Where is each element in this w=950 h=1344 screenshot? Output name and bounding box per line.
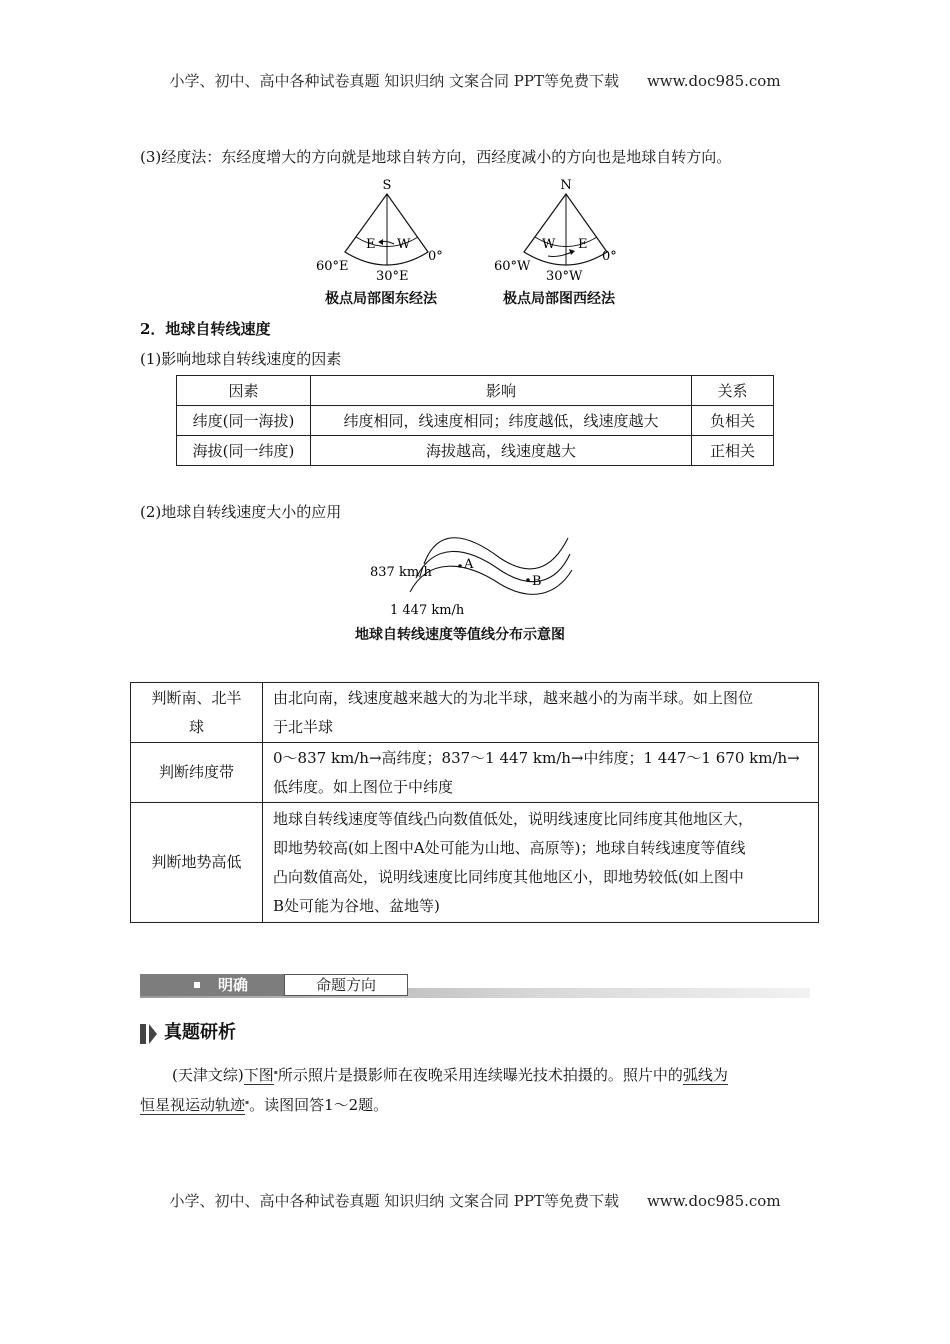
heading-triangle-icon <box>149 1024 157 1044</box>
table-header-cell: 关系 <box>692 376 774 406</box>
point-b-label: B <box>532 574 542 589</box>
cell-line: 由北向南，线速度越来越大的为北半球，越来越小的为南半球。如上图位 <box>273 688 754 707</box>
table-cell <box>263 803 819 923</box>
footer-text: 小学、初中、高中各种试卷真题 知识归纳 文案合同 PPT等免费下载 <box>169 1192 619 1210</box>
cell-line: 判断南、北半 <box>151 688 242 707</box>
table-header-cell: 影响 <box>311 376 692 406</box>
fan-left-pole: S <box>382 178 392 193</box>
point-a-label: A <box>464 557 474 572</box>
fan-right-lon-right: 0° <box>602 249 617 264</box>
table-cell: 纬度相同，线速度相同；纬度越低，线速度越大 <box>311 406 692 436</box>
table-cell <box>263 683 819 743</box>
fan-left-lon-left: 60°E <box>316 259 349 274</box>
wave-caption: 地球自转线速度等值线分布示意图 <box>355 627 565 643</box>
cell-line: 即地势较高(如上图中A处可能为山地、高原等)；地球自转线速度等值线 <box>273 838 746 857</box>
table-cell: 纬度(同一海拔) <box>177 406 311 436</box>
question-figure-link[interactable]: 下图 <box>243 1066 274 1084</box>
method3-text: (3)经度法：东经度增大的方向就是地球自转方向，西经度减小的方向也是地球自转方向。 <box>140 148 732 166</box>
polar-fan-diagrams <box>310 172 650 284</box>
question-trail-link[interactable]: 恒星视运动轨迹 <box>140 1096 246 1114</box>
isoline-label-top: 837 km/h <box>370 565 432 580</box>
fan-left <box>316 178 443 284</box>
section2-title: 2．地球自转线速度 <box>140 320 271 338</box>
fan-left-e: E <box>366 237 376 252</box>
fan-right-caption: 极点局部图西经法 <box>503 291 615 307</box>
table-row <box>131 803 819 923</box>
cell-line: 0～837 km/h→高纬度；837～1 447 km/h→中纬度；1 447～1 670 km/h→ <box>273 748 800 767</box>
fan-right-lon-left: 60°W <box>494 259 531 274</box>
velocity-isoline-diagram <box>360 530 590 622</box>
table-cell: 判断纬度带 <box>131 743 263 803</box>
fan-right <box>494 178 617 284</box>
heading-text: 真题研析 <box>164 1022 236 1043</box>
isoline-label-bottom: 1 447 km/h <box>390 603 465 618</box>
application-table <box>130 682 819 923</box>
question-line-2 <box>140 1094 388 1115</box>
table-header-cell: 因素 <box>177 376 311 406</box>
footer-site-link[interactable]: www.doc985.com <box>646 1192 781 1210</box>
question-source: (天津文综) <box>172 1066 244 1084</box>
table-cell: 正相关 <box>692 436 774 466</box>
fan-left-lon-mid: 30°E <box>376 269 409 284</box>
annotation-mark-icon: ▪ <box>273 1069 278 1076</box>
table-row <box>177 406 774 436</box>
table-row <box>131 743 819 803</box>
fan-right-e: E <box>578 237 588 252</box>
table-row <box>131 683 819 743</box>
square-bullet-icon <box>194 982 200 988</box>
header-text: 小学、初中、高中各种试卷真题 知识归纳 文案合同 PPT等免费下载 <box>169 72 619 90</box>
fan-right-w: W <box>542 237 556 252</box>
cell-line: 低纬度。如上图位于中纬度 <box>273 777 454 796</box>
banner-tab-primary-label: 明确 <box>218 976 249 994</box>
table-cell <box>263 743 819 803</box>
fan-left-w: W <box>397 237 411 252</box>
question-text: 所示照片是摄影师在夜晚采用连续曝光技术拍摄的。照片中的 <box>277 1066 683 1084</box>
heading-bar-icon <box>140 1024 146 1044</box>
sub1-text: (1)影响地球自转线速度的因素 <box>140 350 342 368</box>
table-cell: 海拔越高，线速度越大 <box>311 436 692 466</box>
fan-left-caption: 极点局部图东经法 <box>325 291 437 307</box>
table-row <box>177 436 774 466</box>
fan-right-lon-mid: 30°W <box>546 269 583 284</box>
banner-tab-secondary: 命题方向 <box>284 974 408 996</box>
page-header <box>0 70 950 91</box>
table-cell: 海拔(同一纬度) <box>177 436 311 466</box>
question-line-1 <box>172 1064 728 1085</box>
banner-tab-primary <box>140 974 284 996</box>
cell-line: B处可能为谷地、盆地等) <box>273 896 440 915</box>
fan-right-pole: N <box>560 178 572 193</box>
annotation-mark-icon: ▪ <box>245 1099 250 1106</box>
cell-line: 地球自转线速度等值线凸向数值低处，说明线速度比同纬度其他地区大， <box>273 809 754 828</box>
question-arc-link[interactable]: 弧线为 <box>682 1066 728 1084</box>
sub2-text: (2)地球自转线速度大小的应用 <box>140 503 342 521</box>
factors-table <box>176 375 774 466</box>
cell-line: 于北半球 <box>273 717 334 736</box>
page-footer <box>0 1190 950 1211</box>
question-instruction: 。读图回答1～2题。 <box>249 1096 389 1114</box>
cell-line: 球 <box>188 717 204 736</box>
table-cell: 判断地势高低 <box>131 803 263 923</box>
section-banner <box>140 970 810 998</box>
header-site-link[interactable]: www.doc985.com <box>646 72 781 90</box>
table-row <box>177 376 774 406</box>
table-cell: 负相关 <box>692 406 774 436</box>
table-cell <box>131 683 263 743</box>
cell-line: 凸向数值高处，说明线速度比同纬度其他地区小，即地势较低(如上图中 <box>273 867 744 886</box>
fan-left-lon-right: 0° <box>428 249 443 264</box>
